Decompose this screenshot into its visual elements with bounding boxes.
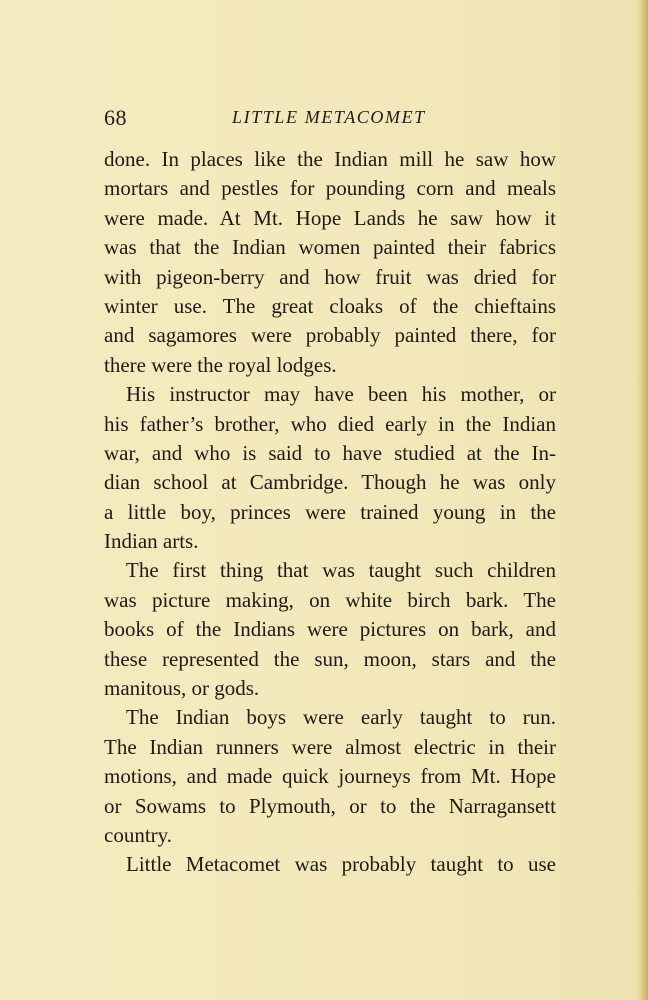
text-line: done. In places like the Indian mill he saw how [104,147,556,171]
text-line: mortars and pestles for pounding corn and meals [104,176,556,201]
text-line: war, and who is said to have studied at the In- [104,440,556,465]
text-line: The Indian boys were early taught to run. [126,705,556,730]
text-line: books of the Indians were pictures on bark, and [104,617,556,642]
text-line: or Sowams to Plymouth, or to the Narragansett [104,793,556,818]
text-line: a little boy, princes were trained young in the [104,499,556,524]
text-line: country. [104,822,173,847]
text-line: dian school at Cambridge. Though he was only [104,470,556,495]
text-line: The first thing that was taught such children [126,558,556,583]
text-line: with pigeon-berry and how fruit was dried for [104,264,556,289]
running-title: LITTLE METACOMET [232,107,426,127]
text-line: and sagamores were probably painted there, for [104,323,556,348]
page-edge [636,0,648,1000]
text-line: motions, and made quick journeys from Mt. Hope [104,764,556,789]
text-line: winter use. The great cloaks of the chieftains [104,293,556,318]
body-text [104,145,556,880]
text-line: these represented the sun, moon, stars and the [104,646,556,671]
text-line: His instructor may have been his mother, or [126,382,556,407]
text-line: were made. At Mt. Hope Lands he saw how it [104,205,556,230]
text-line: his father’s brother, who died early in the Indian [104,411,556,436]
text-line: was that the Indian women painted their fabrics [104,235,556,260]
text-line: was picture making, on white birch bark. The [104,587,556,612]
page-header [104,105,556,137]
text-line: Indian arts. [104,529,199,554]
text-line: Little Metacomet was probably taught to use [126,852,556,877]
text-line: manitous, or gods. [104,676,260,701]
text-line: there were the royal lodges. [104,352,337,377]
page-number: 68 [104,105,127,130]
text-line: The Indian runners were almost electric in their [104,734,556,759]
